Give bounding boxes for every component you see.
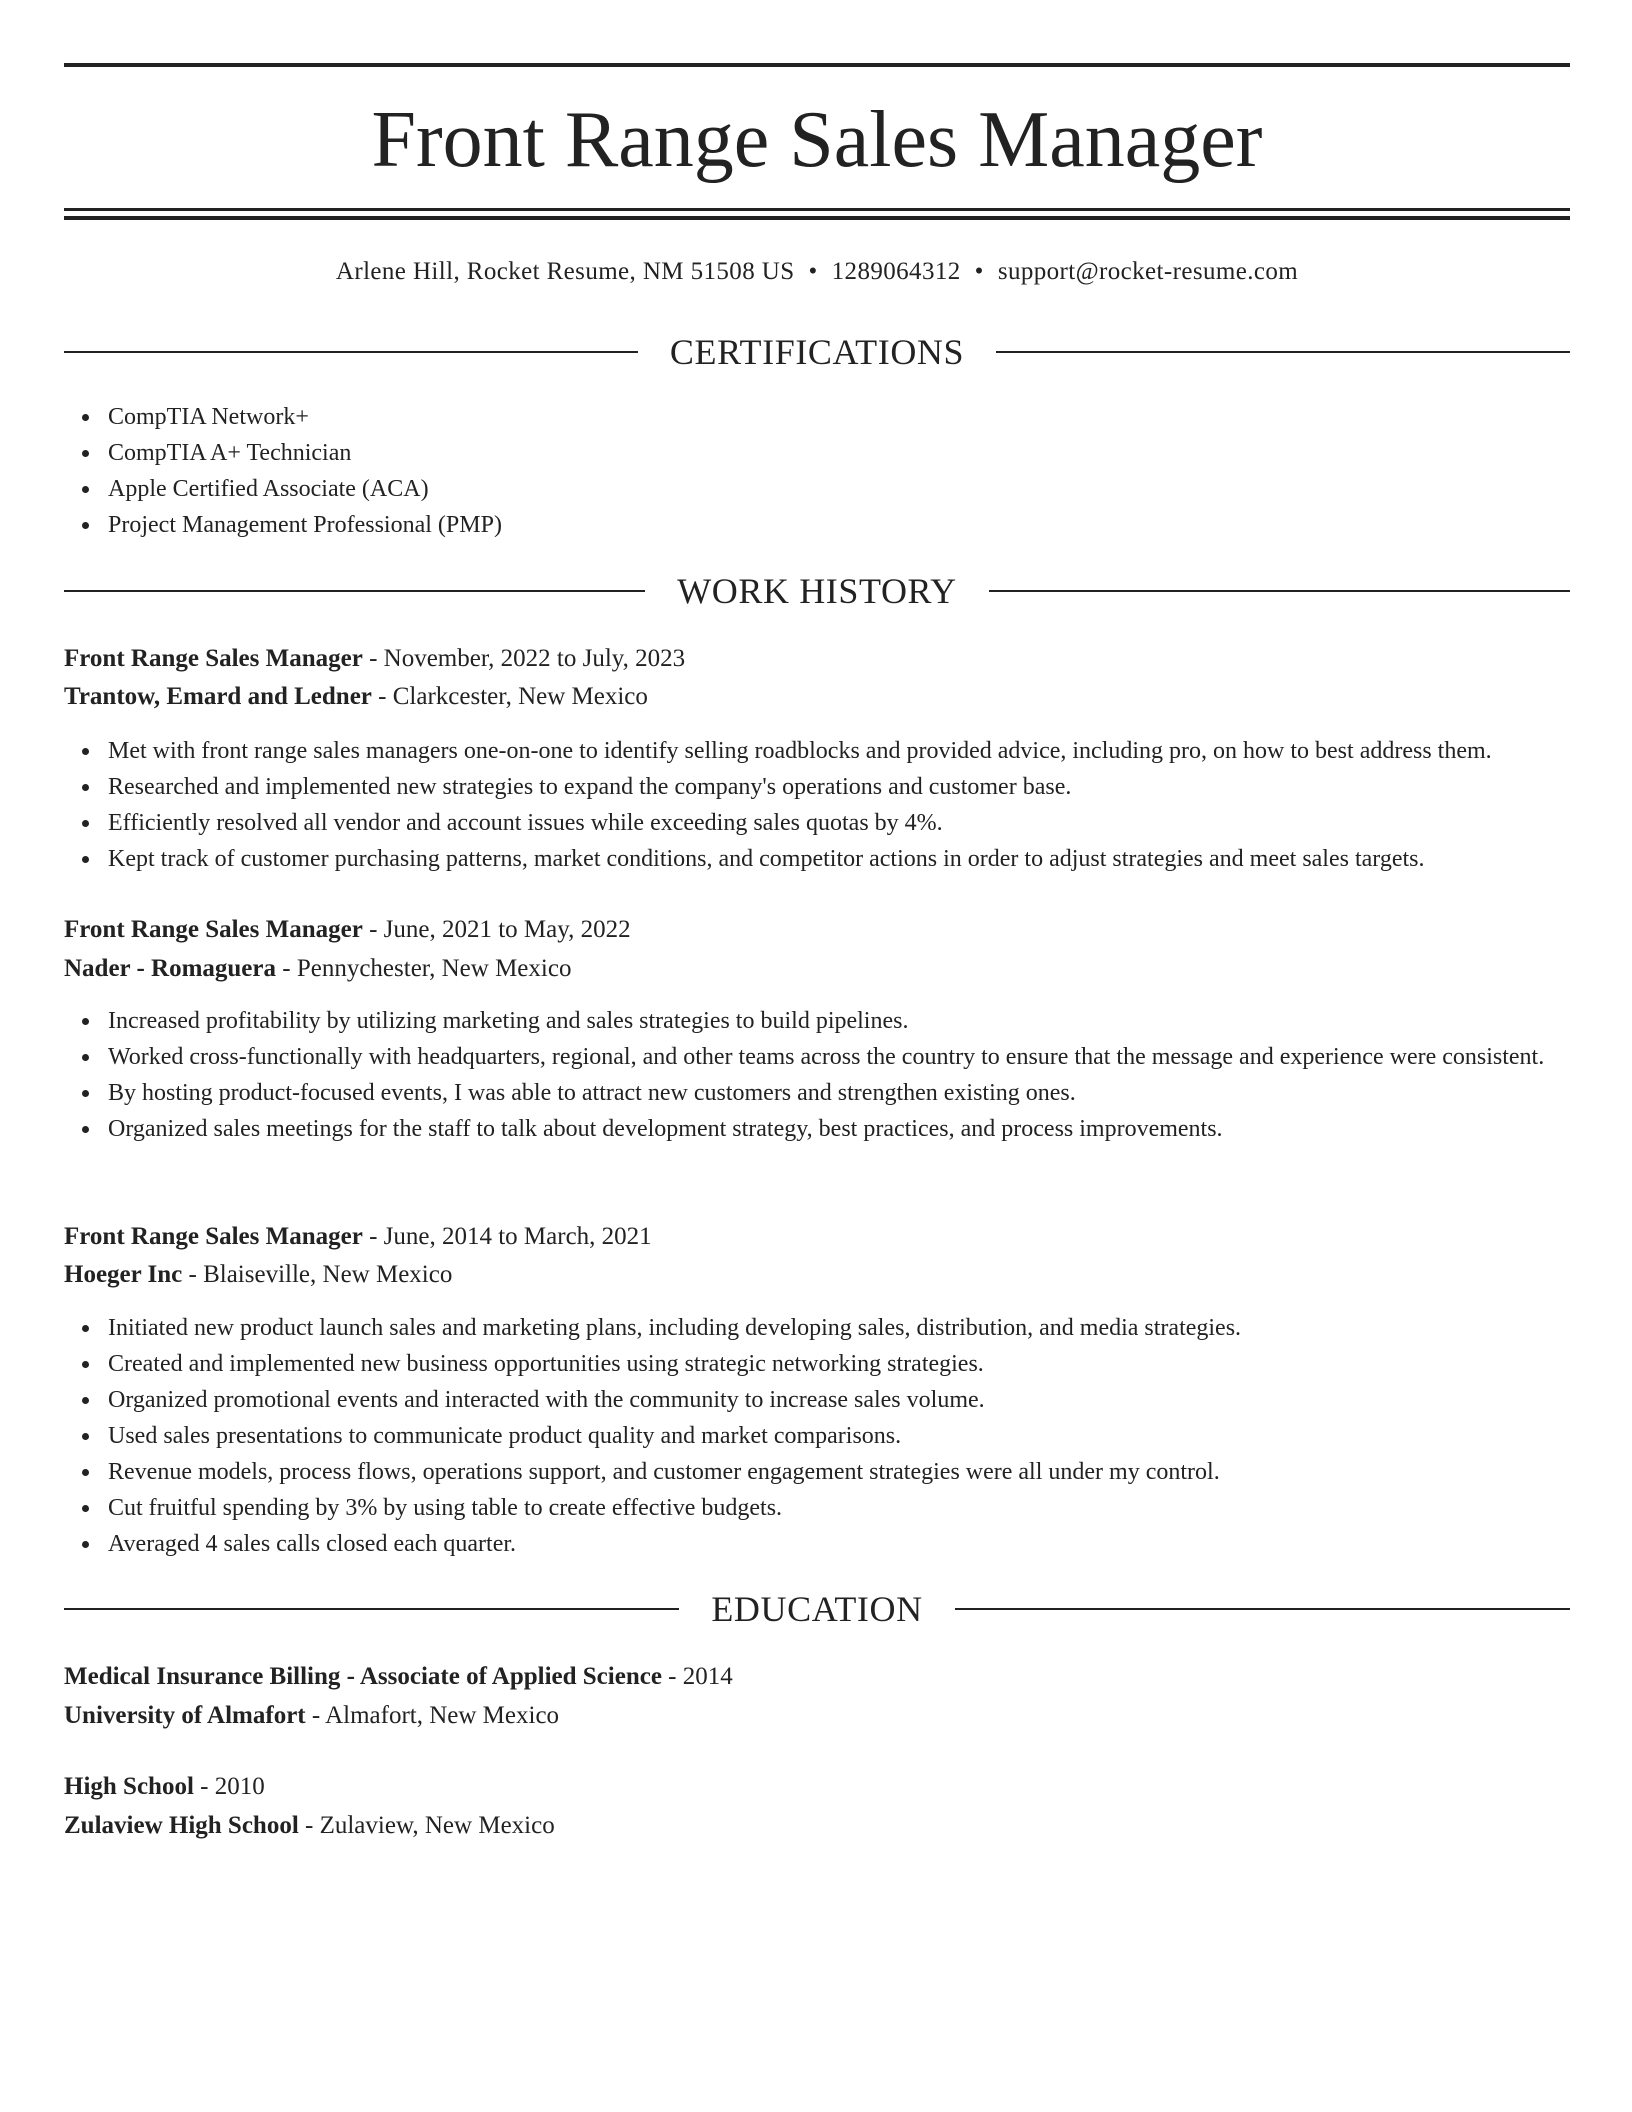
education-degree-line: Medical Insurance Billing - Associate of Applied Science - 2014 <box>64 1663 733 1690</box>
education-school: University of Almafort <box>64 1702 306 1729</box>
certifications-title: CERTIFICATIONS <box>669 332 965 372</box>
list-item: Revenue models, process flows, operations support, and customer engagement strategies were all under my control. <box>108 1454 1570 1490</box>
job-company-line: Hoeger Inc - Blaiseville, New Mexico <box>64 1261 453 1288</box>
work-history-title: WORK HISTORY <box>677 571 957 611</box>
contact-phone: 1289064312 <box>831 258 961 285</box>
job-dates: November, 2022 to July, 2023 <box>383 645 686 672</box>
list-item: By hosting product-focused events, I was able to attract new customers and strengthen existing ones. <box>108 1075 1570 1111</box>
heading-rule-right <box>996 351 1570 353</box>
list-item: Researched and implemented new strategies to expand the company's operations and customer base. <box>108 769 1570 805</box>
education-location: Almafort, New Mexico <box>325 1702 560 1729</box>
list-item: CompTIA Network+ <box>108 399 1570 435</box>
list-item: Cut fruitful spending by 3% by using table to create effective budgets. <box>108 1490 1570 1526</box>
list-item: Organized promotional events and interacted with the community to increase sales volume. <box>108 1382 1570 1418</box>
contact-address: Arlene Hill, Rocket Resume, NM 51508 US <box>335 258 795 285</box>
list-item: Averaged 4 sales calls closed each quarter. <box>108 1526 1570 1562</box>
education-degree: High School <box>64 1773 194 1800</box>
header-double-rule-lower <box>64 216 1570 220</box>
list-item: Met with front range sales managers one-on-one to identify selling roadblocks and provided advice, including pro, on how to best address them. <box>108 733 1570 769</box>
education-school: Zulaview High School <box>64 1812 299 1839</box>
job-title-line: Front Range Sales Manager - November, 2022 to July, 2023 <box>64 645 686 672</box>
education-degree: Medical Insurance Billing - Associate of Applied Science <box>64 1663 662 1690</box>
job-company-line: Trantow, Emard and Ledner - Clarkcester, New Mexico <box>64 683 648 710</box>
list-item: Used sales presentations to communicate product quality and market comparisons. <box>108 1418 1570 1454</box>
list-item: Created and implemented new business opportunities using strategic networking strategies. <box>108 1346 1570 1382</box>
work-history-heading <box>64 569 1570 613</box>
resume-name: Front Range Sales Manager <box>371 96 1263 184</box>
job-location: Clarkcester, New Mexico <box>392 683 648 710</box>
heading-rule-left <box>64 351 638 353</box>
education-title: EDUCATION <box>711 1589 923 1629</box>
job-bullets <box>108 1310 1570 1562</box>
job-company: Trantow, Emard and Ledner <box>64 683 372 710</box>
education-year: 2010 <box>214 1773 265 1800</box>
job-bullets <box>108 1003 1570 1147</box>
contact-separator: • <box>808 258 818 285</box>
list-item: Efficiently resolved all vendor and account issues while exceeding sales quotas by 4%. <box>108 805 1570 841</box>
education-year: 2014 <box>682 1663 733 1690</box>
heading-rule-left <box>64 1608 679 1610</box>
education-heading <box>64 1587 1570 1631</box>
job-company: Hoeger Inc <box>64 1261 183 1288</box>
certifications-list <box>108 399 1570 543</box>
list-item: Kept track of customer purchasing patterns, market conditions, and competitor actions in order to adjust strategies and meet sales targets. <box>108 841 1570 877</box>
heading-rule-right <box>989 590 1570 592</box>
heading-rule-right <box>955 1608 1570 1610</box>
job-company: Nader - Romaguera <box>64 955 276 982</box>
job-title-line: Front Range Sales Manager - June, 2021 to May, 2022 <box>64 916 631 943</box>
job-role: Front Range Sales Manager <box>64 916 363 943</box>
job-location: Blaiseville, New Mexico <box>203 1261 453 1288</box>
job-title-line: Front Range Sales Manager - June, 2014 to March, 2021 <box>64 1223 652 1250</box>
job-dates: June, 2021 to May, 2022 <box>383 916 631 943</box>
job-role: Front Range Sales Manager <box>64 1223 363 1250</box>
job-role: Front Range Sales Manager <box>64 645 363 672</box>
job-dates: June, 2014 to March, 2021 <box>383 1223 652 1250</box>
list-item: Project Management Professional (PMP) <box>108 507 1570 543</box>
contact-line <box>64 254 1570 290</box>
contact-email: support@rocket-resume.com <box>997 258 1299 285</box>
list-item: CompTIA A+ Technician <box>108 435 1570 471</box>
job-bullets <box>108 733 1570 877</box>
list-item: Increased profitability by utilizing marketing and sales strategies to build pipelines. <box>108 1003 1570 1039</box>
job-company-line: Nader - Romaguera - Pennychester, New Mexico <box>64 955 572 982</box>
contact-separator: • <box>974 258 984 285</box>
list-item: Worked cross-functionally with headquarters, regional, and other teams across the country to ensure that the message and experience were consistent. <box>108 1039 1570 1075</box>
header-double-rule-upper <box>64 208 1570 211</box>
education-school-line: Zulaview High School - Zulaview, New Mexico <box>64 1812 555 1839</box>
job-location: Pennychester, New Mexico <box>296 955 572 982</box>
heading-rule-left <box>64 590 645 592</box>
education-school-line: University of Almafort - Almafort, New Mexico <box>64 1702 560 1729</box>
header-top-rule <box>64 63 1570 67</box>
education-degree-line: High School - 2010 <box>64 1773 265 1800</box>
list-item: Organized sales meetings for the staff to talk about development strategy, best practices, and process improvements. <box>108 1111 1570 1147</box>
certifications-heading <box>64 330 1570 374</box>
list-item: Apple Certified Associate (ACA) <box>108 471 1570 507</box>
education-location: Zulaview, New Mexico <box>319 1812 555 1839</box>
list-item: Initiated new product launch sales and marketing plans, including developing sales, distribution, and media strategies. <box>108 1310 1570 1346</box>
